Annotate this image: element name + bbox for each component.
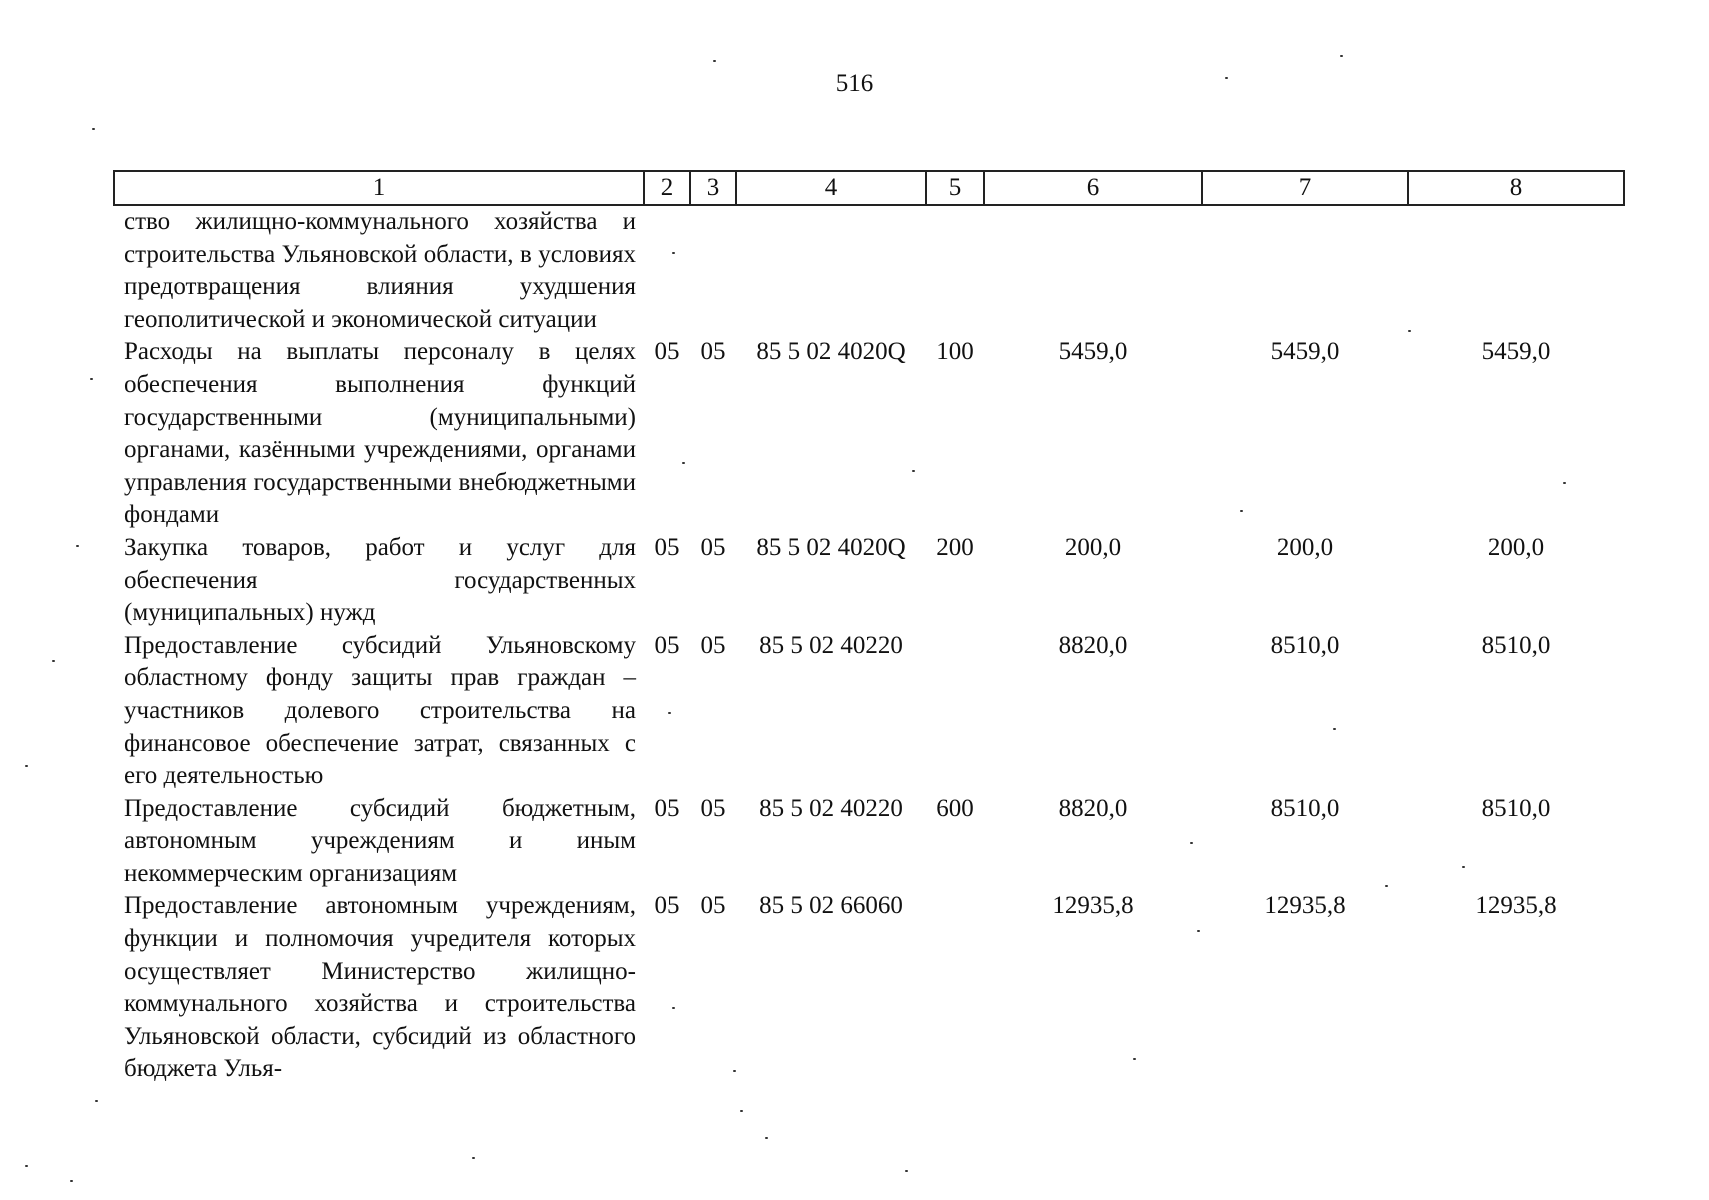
row-value-col6: 8820,0 (1058, 631, 1128, 659)
row-expense-type (926, 890, 984, 1086)
scan-speck (682, 462, 685, 464)
row-expense-type: 600 (936, 794, 974, 822)
row-subsection: 05 (700, 631, 726, 659)
table-row (114, 336, 1624, 532)
row-section (644, 205, 690, 336)
scan-speck (1190, 842, 1193, 844)
scan-speck (92, 128, 95, 130)
header-col-5: 5 (926, 171, 984, 205)
header-col-7: 7 (1202, 171, 1408, 205)
row-section: 05 (654, 892, 680, 920)
scan-speck (1197, 930, 1200, 932)
scan-speck (765, 1137, 768, 1139)
scan-speck (672, 1007, 675, 1009)
table-row (114, 890, 1624, 1086)
row-target-code: 85 5 02 4020Q (756, 533, 906, 561)
row-value-col8 (1408, 205, 1624, 336)
row-value-col7: 5459,0 (1270, 338, 1340, 366)
scan-speck (95, 1100, 98, 1102)
table-row (114, 630, 1624, 793)
row-description: Предоставление субсидий бюджетным, автономным учреждениям и иным некоммерческим организациям (124, 794, 636, 887)
scan-speck (1385, 885, 1388, 887)
row-value-col8: 8510,0 (1481, 794, 1551, 822)
scan-speck (1240, 510, 1243, 512)
row-target-code: 85 5 02 66060 (759, 892, 903, 920)
header-col-4: 4 (736, 171, 926, 205)
row-target-code: 85 5 02 40220 (759, 631, 903, 659)
scan-speck (52, 660, 55, 662)
header-col-6: 6 (984, 171, 1202, 205)
row-value-col7 (1202, 205, 1408, 336)
row-subsection: 05 (700, 794, 726, 822)
row-subsection: 05 (700, 533, 726, 561)
scan-speck (668, 712, 671, 714)
scan-speck (25, 765, 28, 767)
row-expense-type: 200 (936, 533, 974, 561)
row-expense-type: 100 (936, 338, 974, 366)
page-number: 516 (835, 70, 874, 97)
row-value-col6 (984, 205, 1202, 336)
row-description: Расходы на выплаты персоналу в целях обеспечения выполнения функций государственными (муниципальными) органами, казёнными учреждениями, органами управления государственными внебюджетными фондами (124, 338, 636, 529)
row-value-col6: 8820,0 (1058, 794, 1128, 822)
scan-speck (1133, 1058, 1136, 1060)
scan-speck (912, 470, 915, 472)
header-col-1: 1 (114, 171, 644, 205)
row-description: Предоставление автономным учреждениям, функции и полномочия учредителя которых осуществляет Министерство жилищно-коммунального хозяйства и строительства Ульяновской области, субсидий из областного бюджета Улья- (124, 892, 636, 1083)
row-value-col8: 200,0 (1487, 533, 1545, 561)
row-section: 05 (654, 533, 680, 561)
scan-speck (1462, 866, 1465, 868)
table-row (114, 532, 1624, 630)
row-value-col7: 8510,0 (1270, 794, 1340, 822)
row-value-col6: 200,0 (1064, 533, 1122, 561)
row-value-col8: 5459,0 (1481, 338, 1551, 366)
row-target-code (736, 205, 926, 336)
scan-speck (1340, 55, 1343, 57)
row-subsection (690, 205, 736, 336)
row-description: ство жилищно-коммунального хозяйства и строительства Ульяновской области, в условиях предотвращения влияния ухудшения геополитической и экономической ситуации (124, 208, 636, 333)
scan-speck (1563, 482, 1566, 484)
budget-table (113, 170, 1625, 1086)
row-subsection: 05 (700, 338, 726, 366)
row-value-col7: 12935,8 (1264, 892, 1346, 920)
row-value-col6: 5459,0 (1058, 338, 1128, 366)
scan-speck (1408, 330, 1411, 332)
scan-speck (90, 378, 93, 380)
header-col-2: 2 (644, 171, 690, 205)
table-row (114, 793, 1624, 891)
row-description: Закупка товаров, работ и услуг для обеспечения государственных (муниципальных) нужд (124, 533, 636, 627)
scan-speck (740, 1110, 743, 1112)
row-section: 05 (654, 794, 680, 822)
row-section: 05 (654, 631, 680, 659)
scan-speck (472, 1157, 475, 1159)
header-col-8: 8 (1408, 171, 1624, 205)
scan-speck (733, 1070, 736, 1072)
row-section: 05 (654, 338, 680, 366)
scan-speck (1333, 728, 1336, 730)
header-col-3: 3 (690, 171, 736, 205)
scan-speck (76, 545, 79, 547)
scan-speck (1225, 77, 1228, 79)
row-value-col7: 200,0 (1276, 533, 1334, 561)
row-value-col7: 8510,0 (1270, 631, 1340, 659)
row-target-code: 85 5 02 40220 (759, 794, 903, 822)
scan-speck (905, 1170, 908, 1172)
row-expense-type (926, 630, 984, 793)
row-subsection: 05 (700, 892, 726, 920)
row-value-col8: 8510,0 (1481, 631, 1551, 659)
row-target-code: 85 5 02 4020Q (756, 338, 906, 366)
row-expense-type (926, 205, 984, 336)
scan-speck (70, 1180, 73, 1182)
row-description: Предоставление субсидий Ульяновскому областному фонду защиты прав граждан – участников долевого строительства на финансовое обеспечение затрат, связанных с его деятельностью (124, 631, 636, 790)
scan-speck (672, 252, 675, 254)
header-row (114, 171, 1624, 205)
scan-speck (25, 1165, 28, 1167)
row-value-col8: 12935,8 (1475, 892, 1557, 920)
scan-speck (713, 60, 716, 62)
row-value-col6: 12935,8 (1052, 892, 1134, 920)
table-row (114, 205, 1624, 336)
